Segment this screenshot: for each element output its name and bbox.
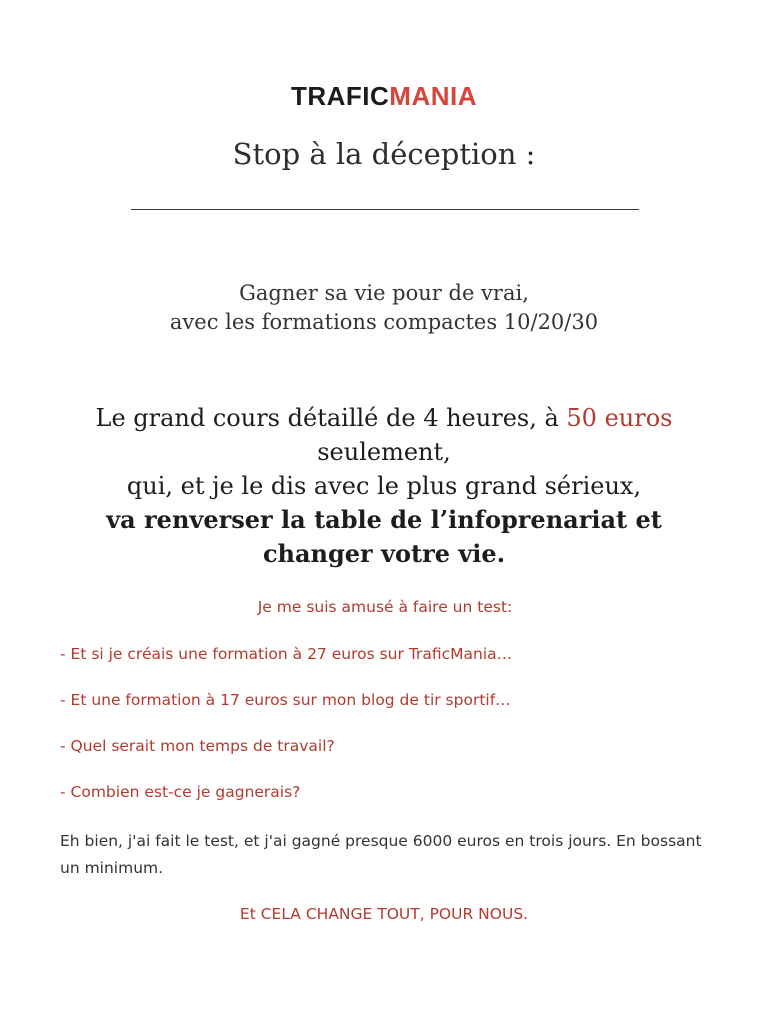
offer-price: 50 euros (566, 404, 673, 432)
test-section (60, 596, 710, 827)
list-item: - Quel serait mon temps de travail? (60, 737, 335, 755)
offer-line-2: qui, et je le dis avec le plus grand sérieux, (126, 472, 642, 500)
offer-text: Le grand cours détaillé de 4 heures, à (95, 404, 567, 432)
list-item: - Combien est-ce je gagnerais? (60, 783, 301, 801)
closing-statement: Et CELA CHANGE TOUT, POUR NOUS. (239, 905, 529, 923)
divider (131, 209, 639, 210)
logo-text-mania: MANIA (389, 81, 478, 111)
test-intro: Je me suis amusé à faire un test: (257, 598, 513, 616)
list-item: - Et une formation à 17 euros sur mon blog de tir sportif… (60, 691, 511, 709)
offer-bold-claim: va renverser la table de l’infoprenariat et changer votre vie. (106, 505, 662, 568)
brand-logo[interactable] (0, 81, 768, 111)
subtitle-line-1: Gagner sa vie pour de vrai, (239, 281, 529, 305)
page-title: Stop à la déception : (232, 137, 536, 171)
subtitle-line-2: avec les formations compactes 10/20/30 (169, 310, 599, 334)
offer-statement (60, 401, 708, 571)
list-item: - Et si je créais une formation à 27 euros sur TraficMania… (60, 645, 513, 663)
logo-text-trafic: TRAFIC (290, 81, 390, 111)
subtitle (0, 279, 768, 337)
result-paragraph: Eh bien, j'ai fait le test, et j'ai gagné presque 6000 euros en trois jours. En bossant un minimum. (60, 832, 702, 877)
offer-text-after-price: seulement, (317, 438, 451, 466)
